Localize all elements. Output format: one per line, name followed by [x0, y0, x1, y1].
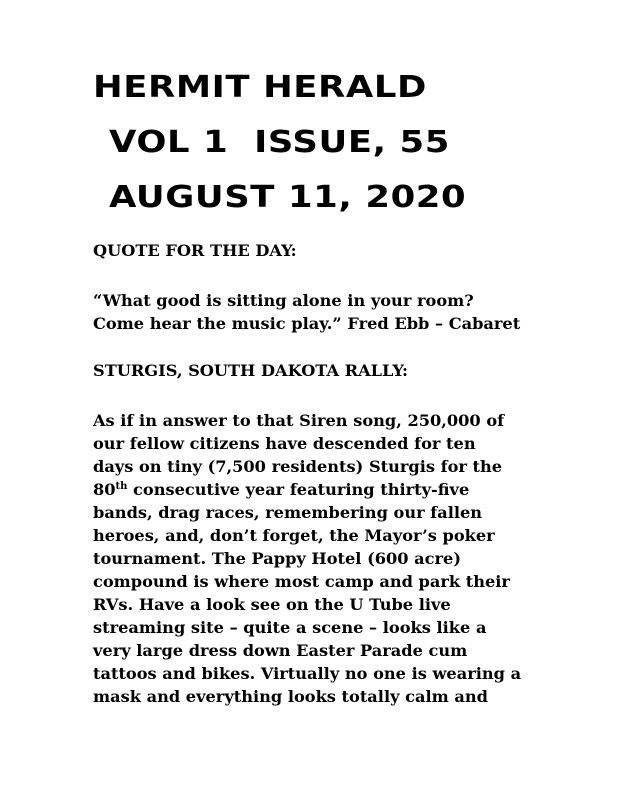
article-line: As if in answer to that Siren song, 250,000 of — [93, 411, 505, 430]
article-line: tattoos and bikes. Virtually no one is wearing a — [93, 664, 522, 683]
quote-line: Come hear the music play.” Fred Ebb – Cabaret — [93, 314, 521, 333]
quote-heading: QUOTE FOR THE DAY: — [93, 241, 297, 260]
article-line: tournament. The Pappy Hotel (600 acre) — [93, 549, 461, 568]
article-line: RVs. Have a look see on the U Tube live — [93, 595, 451, 614]
article-line: bands, drag races, remembering our fallen — [93, 503, 483, 522]
article-line: our fellow citizens have descended for ten — [93, 434, 476, 453]
sturgis-article — [93, 409, 593, 708]
article-line: streaming site – quite a scene – looks like a — [93, 618, 487, 637]
article-line: days on tiny (7,500 residents) Sturgis for the — [93, 457, 503, 476]
article-line: very large dress down Easter Parade cum — [93, 641, 468, 660]
article-line-rest: consecutive year featuring thirty-five — [127, 480, 470, 499]
article-line: heroes, and, don’t forget, the Mayor’s poker — [93, 526, 495, 545]
article-line: compound is where most camp and park their — [93, 572, 510, 591]
article-line: mask and everything looks totally calm and — [93, 687, 488, 706]
quote-line: “What good is sitting alone in your room? — [93, 291, 474, 310]
issue-date: AUGUST 11, 2020 — [109, 180, 467, 215]
article-line — [93, 478, 593, 501]
newsletter-title: HERMIT HERALD — [93, 70, 428, 105]
ordinal-number: 80 — [93, 480, 116, 499]
quote-body — [93, 289, 593, 335]
ordinal-suffix: th — [115, 481, 128, 492]
volume-issue: VOL 1 ISSUE, 55 — [109, 125, 451, 160]
sturgis-heading: STURGIS, SOUTH DAKOTA RALLY: — [93, 361, 408, 380]
